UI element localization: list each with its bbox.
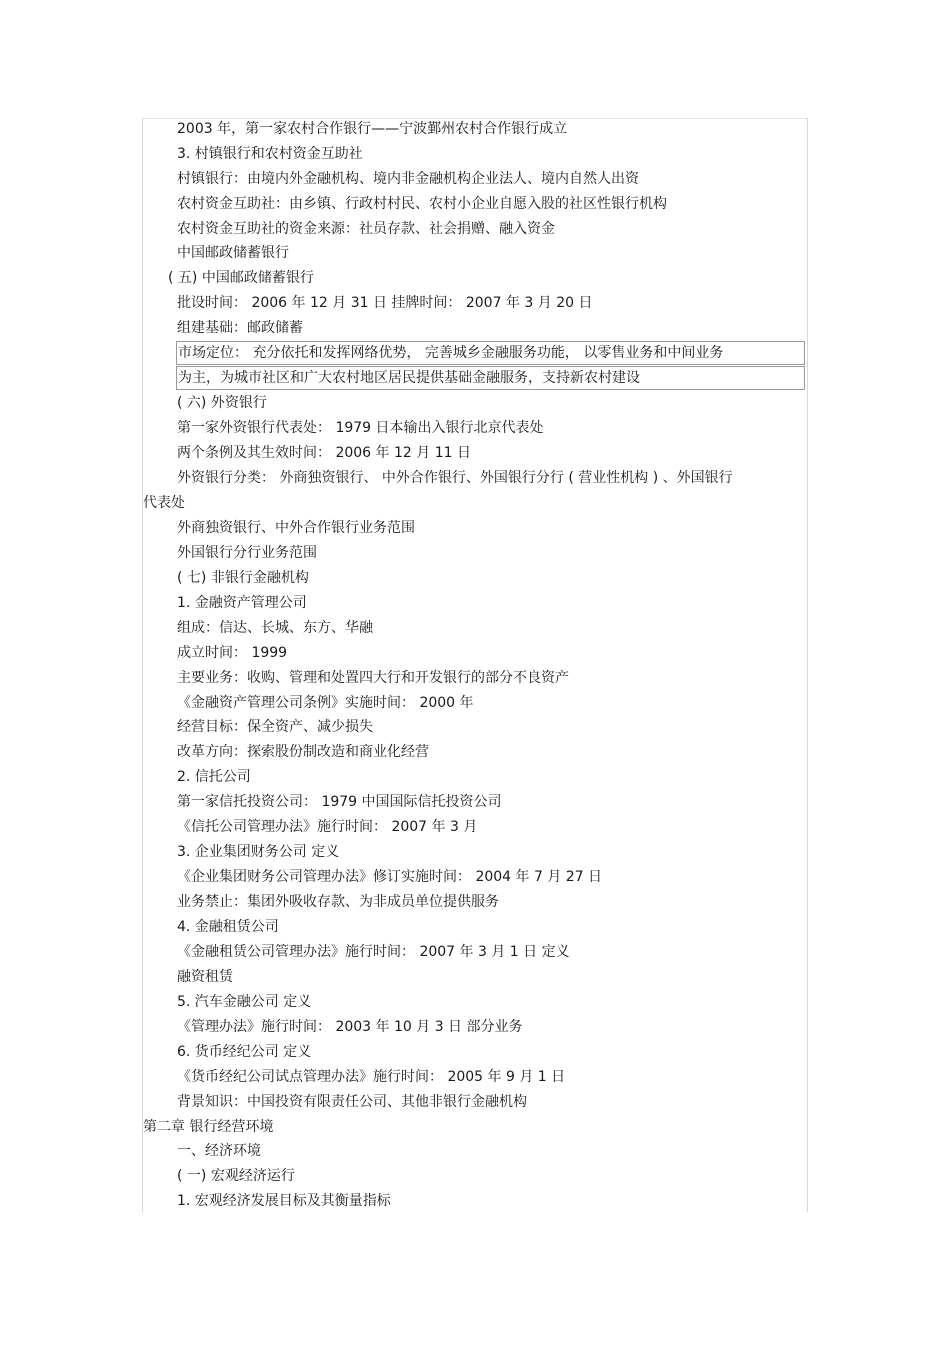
text-line: 两个条例及其生效时间： 2006 年 12 月 11 日	[177, 445, 471, 461]
text-line: 《金融租赁公司管理办法》施行时间： 2007 年 3 月 1 日 定义	[177, 944, 570, 960]
text-line: 第一家信托投资公司： 1979 中国国际信托投资公司	[177, 794, 502, 810]
text-line: 《企业集团财务公司管理办法》修订实施时间： 2004 年 7 月 27 日	[177, 869, 603, 885]
text-line: 村镇银行：由境内外金融机构、境内非金融机构企业法人、境内自然人出资	[177, 171, 639, 187]
text-line: 外国银行分行业务范围	[177, 545, 317, 561]
text-line: 2003 年，第一家农村合作银行——宁波鄞州农村合作银行成立	[177, 121, 568, 137]
text-line: 农村资金互助社的资金来源：社员存款、社会捐赠、融入资金	[177, 221, 555, 237]
text-line: 《管理办法》施行时间： 2003 年 10 月 3 日 部分业务	[177, 1019, 523, 1035]
text-line: 融资租赁	[177, 969, 233, 985]
text-line: 批设时间： 2006 年 12 月 31 日 挂牌时间： 2007 年 3 月 20 日	[177, 295, 593, 311]
text-line: 经营目标：保全资产、减少损失	[177, 719, 373, 735]
text-line: 主要业务：收购、管理和处置四大行和开发银行的部分不良资产	[177, 670, 569, 686]
section-heading: ( 五) 中国邮政储蓄银行	[168, 270, 314, 286]
text-line: 1. 金融资产管理公司	[177, 595, 307, 611]
text-line: 3. 村镇银行和农村资金互助社	[177, 146, 363, 162]
text-line: 5. 汽车金融公司 定义	[177, 994, 312, 1010]
text-line: 第一家外资银行代表处： 1979 日本输出入银行北京代表处	[177, 420, 544, 436]
text-line: 中国邮政储蓄银行	[177, 245, 289, 261]
text-line: 组建基础：邮政储蓄	[177, 320, 303, 336]
text-line: 2. 信托公司	[177, 769, 251, 785]
section-heading: ( 七) 非银行金融机构	[177, 570, 309, 586]
text-line: 《金融资产管理公司条例》实施时间： 2000 年	[177, 695, 474, 711]
text-line: 代表处	[143, 495, 185, 511]
text-line: 业务禁止：集团外吸收存款、为非成员单位提供服务	[177, 894, 499, 910]
text-line: 背景知识：中国投资有限责任公司、其他非银行金融机构	[177, 1094, 527, 1110]
section-heading: 一、经济环境	[177, 1143, 261, 1159]
text-line: 市场定位： 充分依托和发挥网络优势， 完善城乡金融服务功能， 以零售业务和中间业务	[178, 345, 724, 361]
text-line: 成立时间： 1999	[177, 645, 288, 661]
text-line: 农村资金互助社：由乡镇、行政村村民、农村小企业自愿入股的社区性银行机构	[177, 196, 667, 212]
text-line: 3. 企业集团财务公司 定义	[177, 844, 340, 860]
text-line: 6. 货币经纪公司 定义	[177, 1044, 312, 1060]
text-line: 《信托公司管理办法》施行时间： 2007 年 3 月	[177, 819, 478, 835]
text-line: 改革方向：探索股份制改造和商业化经营	[177, 744, 429, 760]
text-line: 外商独资银行、中外合作银行业务范围	[177, 520, 415, 536]
text-line: 为主，为城市社区和广大农村地区居民提供基础金融服务，支持新农村建设	[178, 370, 640, 386]
section-heading: ( 六) 外资银行	[177, 395, 267, 411]
section-heading: ( 一) 宏观经济运行	[177, 1168, 295, 1184]
text-line: 《货币经纪公司试点管理办法》施行时间： 2005 年 9 月 1 日	[177, 1069, 566, 1085]
text-line: 外资银行分类： 外商独资银行、 中外合作银行、外国银行分行 ( 营业性机构 ) 、外国银行	[177, 470, 733, 486]
chapter-heading: 第二章 银行经营环境	[143, 1119, 274, 1135]
text-line: 组成：信达、长城、东方、华融	[177, 620, 373, 636]
text-line: 1. 宏观经济发展目标及其衡量指标	[177, 1193, 391, 1209]
text-line: 4. 金融租赁公司	[177, 919, 279, 935]
